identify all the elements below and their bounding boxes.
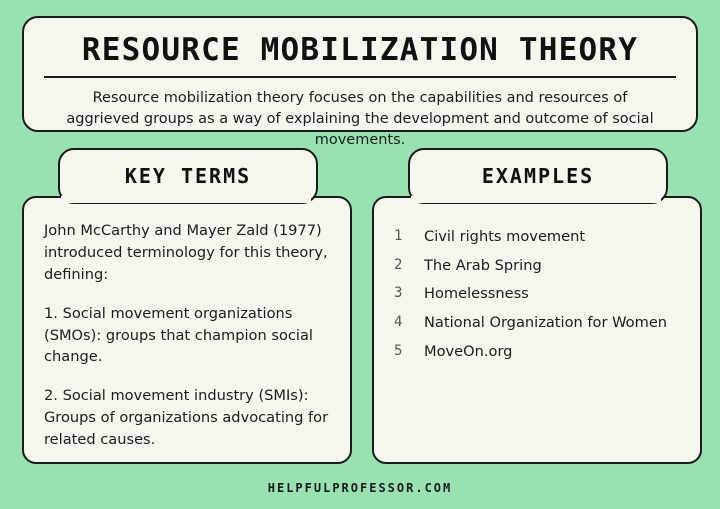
list-item [394,255,680,276]
key-terms-body [44,220,330,451]
key-terms-paragraph: 2. Social movement industry (SMIs): Groups of organizations advocating for related causes. [44,387,329,449]
list-item-body [420,255,680,276]
examples-card [372,196,702,464]
key-terms-paragraph: John McCarthy and Mayer Zald (1977) introduced terminology for this theory, defining: [44,222,328,283]
list-item-number: 5 [394,342,403,359]
list-item-number: 3 [394,285,403,302]
key-terms-header-join [61,196,311,203]
page-title: RESOURCE MOBILIZATION THEORY [81,32,639,68]
examples-header-label: EXAMPLES [481,164,595,188]
title-description: Resource mobilization theory focuses on the capabilities and resources of aggrieved groups as a way of explaining the development and outcome of social movements. [66,89,654,148]
list-item-label: Civil rights movement [424,228,586,245]
list-item-number: 2 [394,256,403,273]
title-divider [44,76,676,78]
source-attribution: HELPFULPROFESSOR.COM [267,481,453,495]
key-terms-card [22,196,352,464]
list-item-number: 4 [394,314,403,331]
list-item-number: 1 [394,228,403,244]
list-item [394,312,680,333]
key-terms-paragraph: 1. Social movement organizations (SMOs): groups that champion social change. [44,304,313,366]
list-item [394,283,680,304]
key-terms-header-label: KEY TERMS [124,164,252,188]
list-item [394,341,680,362]
list-item-body [420,226,680,247]
list-item-label: The Arab Spring [424,256,542,274]
examples-header-join [411,196,661,203]
list-item-label: MoveOn.org [424,342,513,360]
list-item-label: Homelessness [424,285,529,303]
list-item-body [420,312,680,333]
list-item [394,226,680,247]
list-item-body [420,341,680,362]
list-item-body [420,283,680,304]
title-card [22,16,698,148]
list-item-label: National Organization for Women [424,314,668,332]
examples-list [394,226,680,361]
